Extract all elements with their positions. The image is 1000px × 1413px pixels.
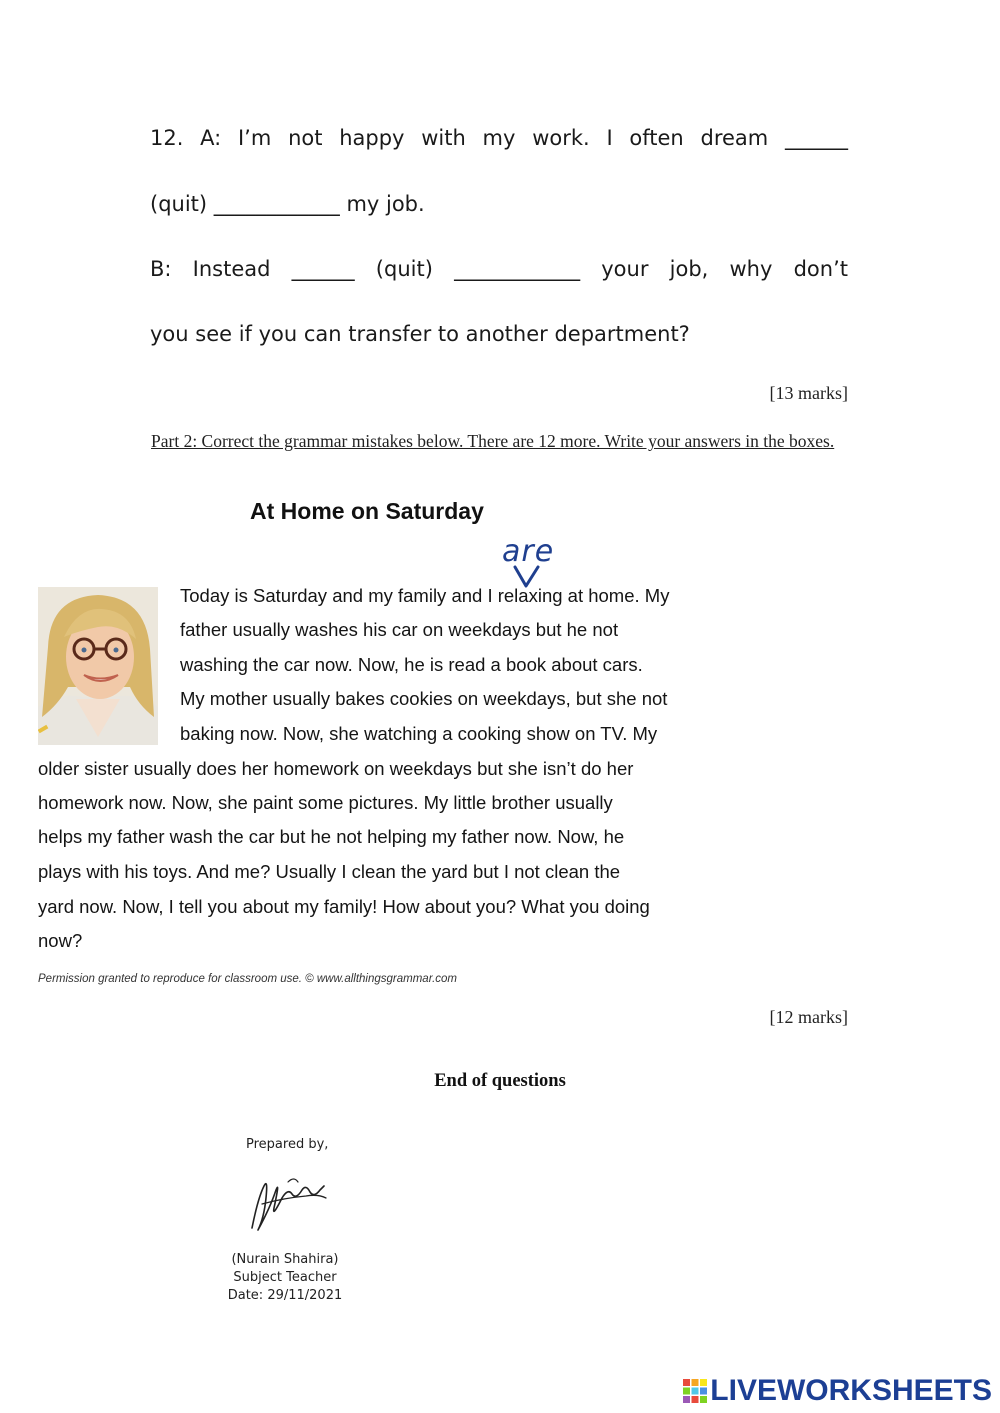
story-line-7: homework now. Now, she paint some pictures. My little brother usually bbox=[38, 792, 613, 813]
marks-part-2: [12 marks] bbox=[769, 1007, 848, 1027]
logo-grid-icon bbox=[682, 1378, 708, 1404]
story-line-10: yard now. Now, I tell you about my family! How about you? What you doing bbox=[38, 896, 650, 917]
story-line-8: helps my father wash the car but he not helping my father now. Now, he bbox=[38, 826, 625, 847]
story-line-5: baking now. Now, she watching a cooking show on TV. My bbox=[180, 723, 658, 744]
teacher-name: (Nurain Shahira) bbox=[231, 1252, 339, 1267]
teacher-role: Subject Teacher bbox=[233, 1270, 337, 1285]
teacher-photo bbox=[38, 587, 158, 745]
question-12-line-1: 12. A: I’m not happy with my work. I often dream ______ bbox=[150, 126, 848, 150]
story-line-3: washing the car now. Now, he is read a book about cars. bbox=[180, 654, 643, 675]
liveworksheets-logo[interactable] bbox=[682, 1374, 992, 1408]
handwritten-correction: are bbox=[502, 534, 555, 569]
story-line-2: father usually washes his car on weekdays but he not bbox=[180, 619, 619, 640]
story-title: At Home on Saturday bbox=[250, 498, 484, 524]
question-12-line-2: (quit) ____________ my job. bbox=[150, 192, 425, 216]
marks-part-1: [13 marks] bbox=[769, 383, 848, 403]
question-12-line-4: you see if you can transfer to another department? bbox=[150, 322, 690, 346]
prepared-date: Date: 29/11/2021 bbox=[227, 1288, 343, 1303]
question-12-line-3: B: Instead ______ (quit) ____________ your job, why don’t bbox=[150, 257, 848, 281]
logo-text: LIVEWORKSHEETS bbox=[710, 1374, 992, 1407]
story-line-1: Today is Saturday and my family and I relaxing at home. My bbox=[180, 585, 670, 606]
story-line-4: My mother usually bakes cookies on weekdays, but she not bbox=[180, 688, 668, 709]
part-2-instruction: Part 2: Correct the grammar mistakes below. There are 12 more. Write your answers in the boxes. bbox=[151, 431, 835, 451]
prepared-by-label: Prepared by, bbox=[246, 1137, 329, 1152]
signature-icon bbox=[244, 1168, 334, 1236]
end-of-questions: End of questions bbox=[434, 1071, 566, 1091]
story-line-6: older sister usually does her homework on weekdays but she isn’t do her bbox=[38, 758, 634, 779]
story-line-9: plays with his toys. And me? Usually I clean the yard but I not clean the bbox=[38, 861, 621, 882]
story-line-11: now? bbox=[38, 930, 83, 951]
permission-notice: Permission granted to reproduce for classroom use. © www.allthingsgrammar.com bbox=[38, 973, 458, 985]
